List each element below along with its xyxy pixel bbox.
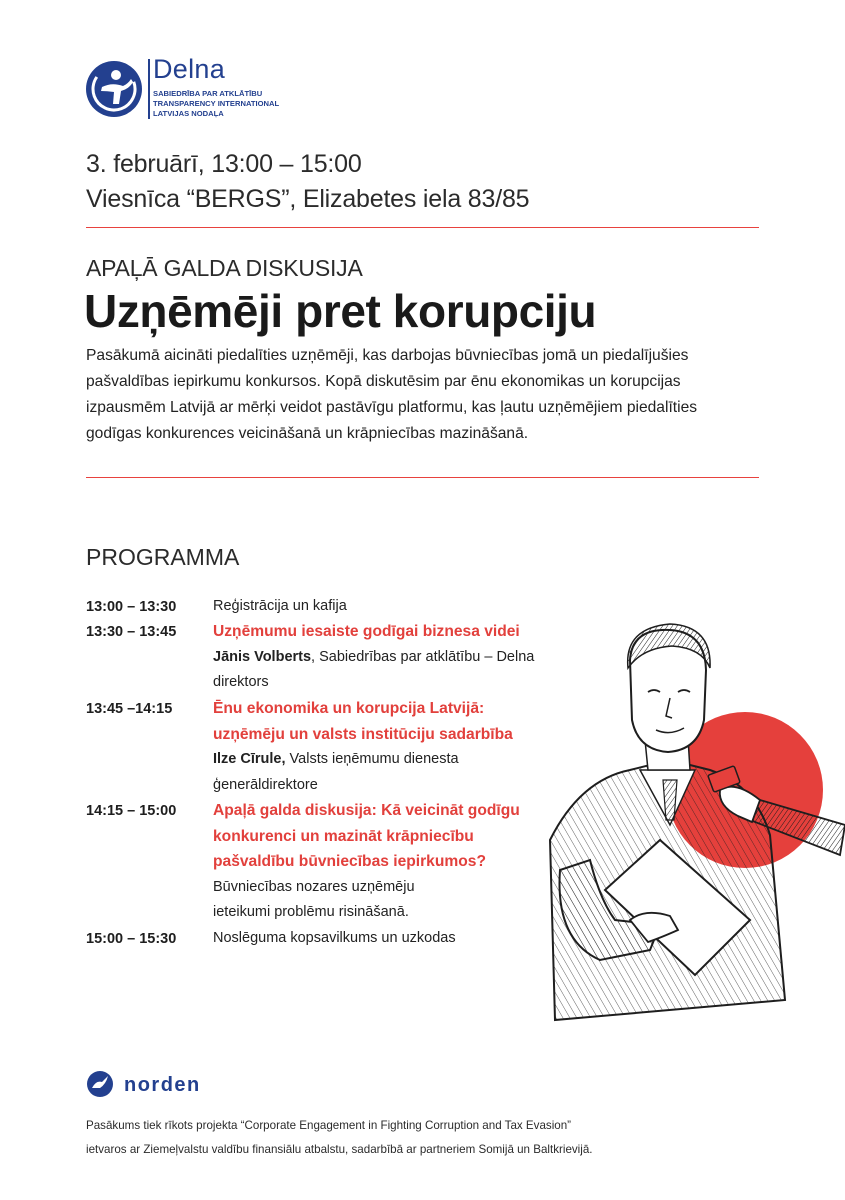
program-note: ieteikumi problēmu risināšanā. bbox=[213, 904, 409, 920]
program-title: uzņēmēju un valsts institūciju sadarbība bbox=[213, 725, 513, 743]
footer-note bbox=[86, 1114, 593, 1162]
program-title: pašvaldību būvniecības iepirkumos? bbox=[213, 853, 486, 870]
businessman-illustration bbox=[520, 620, 845, 1040]
program-note: Būvniecības nozares uzņēmēju bbox=[213, 878, 415, 895]
event-venue: Viesnīca “BERGS”, Elizabetes iela 83/85 bbox=[86, 185, 530, 213]
program-heading: PROGRAMMA bbox=[86, 544, 240, 570]
speaker-name: Jānis Volberts bbox=[213, 648, 312, 665]
program-title: Noslēguma kopsavilkums un uzkodas bbox=[213, 930, 456, 946]
intro-line: izpausmēm Latvijā ar mērķi veidot pastāvīgu platformu, kas ļautu uzņēmējiem piedalīties bbox=[86, 399, 698, 416]
speaker-role: direktors bbox=[213, 674, 269, 690]
intro-paragraph bbox=[86, 343, 776, 447]
program-time: 13:45 –14:15 bbox=[86, 701, 173, 717]
norden-swan-icon bbox=[86, 1070, 114, 1098]
intro-line: Pasākumā aicināti piedalīties uzņēmēji, kas darbojas būvniecības jomā un piedalījušies bbox=[86, 347, 689, 364]
intro-line: godīgas konkurences veicināšanā un krāpniecības mazināšanā. bbox=[86, 425, 529, 442]
program-title: Ēnu ekonomika un korupcija Latvijā: bbox=[213, 700, 485, 717]
delna-wordmark: Delna bbox=[153, 54, 226, 84]
program-title: Reģistrācija un kafija bbox=[213, 598, 347, 614]
speaker-name: Ilze Cīrule, bbox=[213, 751, 286, 767]
delna-logo bbox=[85, 54, 305, 121]
speaker-role: ģenerāldirektore bbox=[213, 776, 318, 793]
event-subtitle: APAĻĀ GALDA DISKUSIJA bbox=[86, 255, 363, 281]
logo-line-2: TRANSPARENCY INTERNATIONAL bbox=[153, 99, 280, 108]
event-title: Uzņēmēji pret korupciju bbox=[84, 285, 597, 337]
footer-line: Pasākums tiek rīkots projekta “Corporate Engagement in Fighting Corruption and Tax Evasion” bbox=[86, 1119, 572, 1132]
delna-figure-icon bbox=[85, 60, 143, 118]
program-title: Uzņēmumu iesaiste godīgai biznesa videi bbox=[213, 623, 520, 640]
divider-top bbox=[86, 227, 759, 228]
program-title: konkurenci un mazināt krāpniecību bbox=[213, 827, 474, 845]
logo-line-3: LATVIJAS NODAĻA bbox=[153, 109, 224, 118]
logo-line-1: SABIEDRĪBA PAR ATKLĀTĪBU bbox=[153, 89, 263, 98]
norden-logo bbox=[86, 1070, 246, 1100]
intro-line: pašvaldības iepirkumu konkursos. Kopā diskutēsim par ēnu ekonomikas un korupcijas bbox=[86, 373, 681, 390]
event-datetime: 3. februārī, 13:00 – 15:00 bbox=[86, 150, 362, 178]
footer-line: ietvaros ar Ziemeļvalstu valdību finansiālu atbalstu, sadarbībā ar partneriem Somijā un Baltkrievijā. bbox=[86, 1143, 593, 1156]
program-time: 15:00 – 15:30 bbox=[86, 931, 177, 947]
norden-wordmark: norden bbox=[124, 1074, 201, 1096]
program-time: 13:00 – 13:30 bbox=[86, 599, 177, 615]
speaker-role: , Sabiedrības par atklātību – Delna bbox=[311, 648, 535, 665]
program-time: 13:30 – 13:45 bbox=[86, 624, 177, 640]
speaker-role: Valsts ieņēmumu dienesta bbox=[285, 751, 459, 767]
program-time: 14:15 – 15:00 bbox=[86, 803, 177, 819]
divider-bottom bbox=[86, 477, 759, 478]
program-title: Apaļā galda diskusija: Kā veicināt godīgu bbox=[213, 802, 520, 819]
